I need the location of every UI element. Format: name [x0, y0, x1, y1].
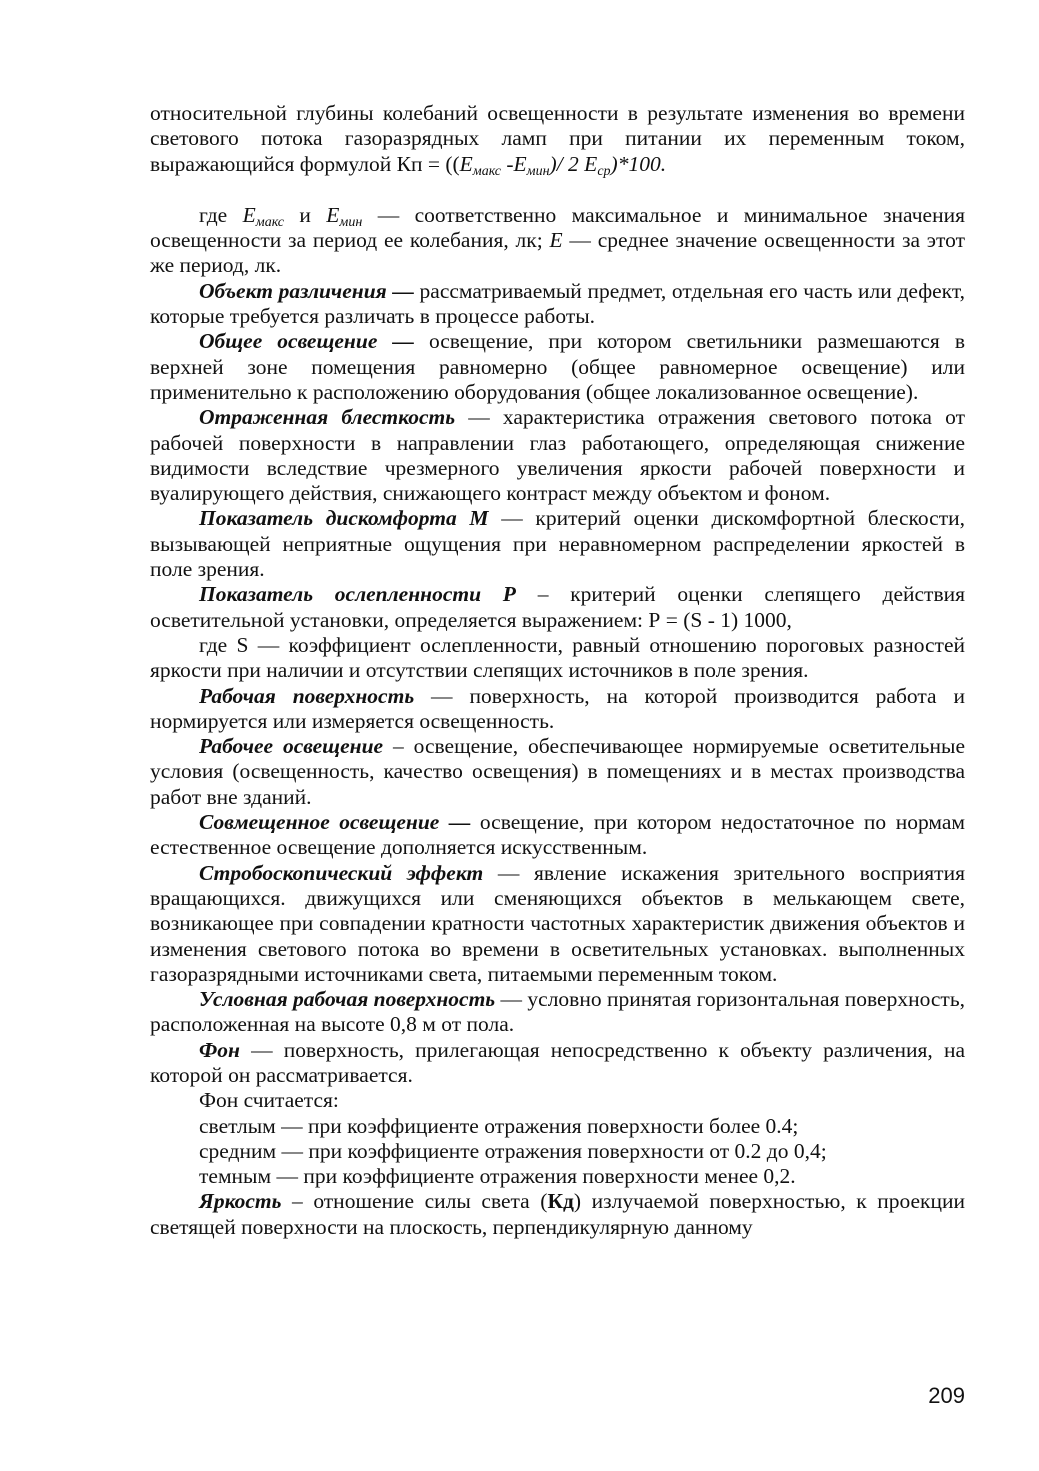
where-text-3: — соответственно максимальное и минимальное значения освещенности за период ее колебания, лк; [150, 202, 965, 253]
def-glare-where-text: где S — коэффициент ослепленности, равный отношению пороговых разностей яркости при наличии и отсутствии слепящих источников в поле зрения. [150, 632, 965, 683]
def-discomfort [150, 506, 965, 582]
term-glare-index: Показатель ослепленности Р [199, 582, 516, 607]
def-combined-lighting-text: освещение, при котором недостаточное по нормам естественное освещение дополняется искусственным. [150, 810, 965, 860]
formula-sub-min: мин [526, 163, 550, 179]
term-stroboscopic: Стробоскопический эффект [199, 860, 484, 885]
intro-paragraph [150, 101, 965, 177]
def-work-surface-text: — поверхность, на которой производится работа и нормируется или измеряется освещенность. [150, 683, 965, 733]
def-background [150, 1038, 965, 1089]
def-work-lighting-text: – освещение, обеспечивающее нормируемые осветительные условия (освещенность, качество освещения) в помещениях и в местах производства работ вне зданий. [150, 734, 965, 809]
def-background-text: — поверхность, прилегающая непосредственно к объекту различения, на которой он рассматривается. [150, 1037, 965, 1087]
page-number: 209 [928, 1383, 965, 1408]
term-general-lighting: Общее освещение — [199, 329, 414, 354]
where-sub-min: мин [339, 214, 363, 230]
intro-text: относительной глубины колебаний освещенности в результате изменения во времени светового потока газоразрядных ламп при питании их переменным током, выражающийся формулой Кп = (( [150, 101, 965, 176]
def-general-lighting-text: освещение, при котором светильники размешаются в верхней зоне помещения равномерно (общее равномерное освещение) или применительно к расположению оборудования (общее локализованное освещение). [150, 329, 965, 404]
where-text-2: и [283, 202, 327, 227]
def-object [150, 279, 965, 330]
where-e-avg: E [549, 228, 563, 253]
def-reflected-glare [150, 405, 965, 506]
formula-e-max: E [459, 151, 473, 176]
formula-e-min: E [513, 151, 527, 176]
bg-intro: Фон считается: [199, 1088, 339, 1113]
def-combined-lighting [150, 810, 965, 861]
where-sub-max: макс [255, 214, 284, 230]
term-work-surface: Рабочая поверхность [199, 683, 415, 708]
def-discomfort-text: — критерий оценки дискомфортной блескости, вызывающей неприятные ощущения при неравномерном распределении яркостей в поле зрения. [150, 506, 965, 582]
def-stroboscopic-text: — явление искажения зрительного восприятия вращающихся. движущихся или сменяющихся объектов в мелькающем свете, возникающее при совпадении кратности частотных характеристик движения объектов и изменения светового потока во времени в осветительных установках. выполненных газоразрядными источниками света, питаемыми переменным током. [150, 860, 965, 986]
formula-divisor: )/ 2 Е [549, 151, 598, 176]
term-reflected-glare: Отраженная блесткость [199, 405, 456, 430]
where-paragraph [150, 203, 965, 279]
def-work-lighting [150, 734, 965, 810]
formula-minus: - [500, 151, 514, 176]
def-conditional-surface [150, 987, 965, 1038]
def-conditional-surface-text: — условно принятая горизонтальная поверхность, расположенная на высоте 0,8 м от пола. [150, 987, 966, 1037]
def-reflected-glare-text: — характеристика отражения светового потока от рабочей поверхности в направлении глаз работающего, определяющая снижение видимости вследствие чрезмерного увеличения яркости рабочей поверхности и вуалирующего действия, снижающего контраст между объектом и фоном. [150, 405, 965, 506]
def-general-lighting [150, 329, 965, 405]
def-stroboscopic [150, 861, 965, 987]
where-text-1: где [199, 202, 243, 227]
bg-medium: средним — при коэффициенте отражения поверхности от 0.2 до 0,4; [199, 1138, 827, 1163]
def-glare-index [150, 582, 965, 633]
formula-sub-max: макс [472, 163, 501, 179]
def-object-text: рассматриваемый предмет, отдельная его часть или дефект, которые требуется различать в процессе работы. [150, 278, 965, 329]
term-discomfort: Показатель дискомфорта М [199, 506, 489, 531]
formula-end: )*100. [610, 151, 667, 176]
formula-sub-avg: ср [597, 163, 611, 179]
def-work-surface [150, 684, 965, 735]
bg-dark: темным — при коэффициенте отражения поверхности менее 0,2. [199, 1164, 796, 1189]
def-brightness-text-2: ) излучаемой поверхностью, к проекции светящей поверхности на плоскость, перпендикулярную данному [150, 1189, 965, 1239]
term-conditional-surface: Условная рабочая поверхность [199, 987, 496, 1012]
def-brightness-text-1: – отношение силы света ( [281, 1189, 548, 1214]
page-body [150, 101, 965, 1240]
where-e-min: E [326, 202, 340, 227]
term-object: Объект различения — [199, 278, 414, 303]
def-glare-index-text: – критерий оценки слепящего действия осветительной установки, определяется выражением: Р = (S - 1) 1000, [150, 582, 965, 632]
unit-kd: Кд [547, 1189, 574, 1214]
term-combined-lighting: Совмещенное освещение — [199, 810, 471, 835]
term-background: Фон [199, 1037, 240, 1062]
term-work-lighting: Рабочее освещение [199, 734, 384, 759]
where-text-4: — среднее значение освещенности за этот же период, лк. [150, 228, 965, 278]
def-brightness [150, 1189, 965, 1240]
where-e-max: E [242, 202, 256, 227]
def-glare-where [150, 633, 965, 684]
term-brightness: Яркость [199, 1189, 282, 1214]
bg-light: светлым — при коэффициенте отражения поверхности более 0.4; [199, 1113, 799, 1138]
